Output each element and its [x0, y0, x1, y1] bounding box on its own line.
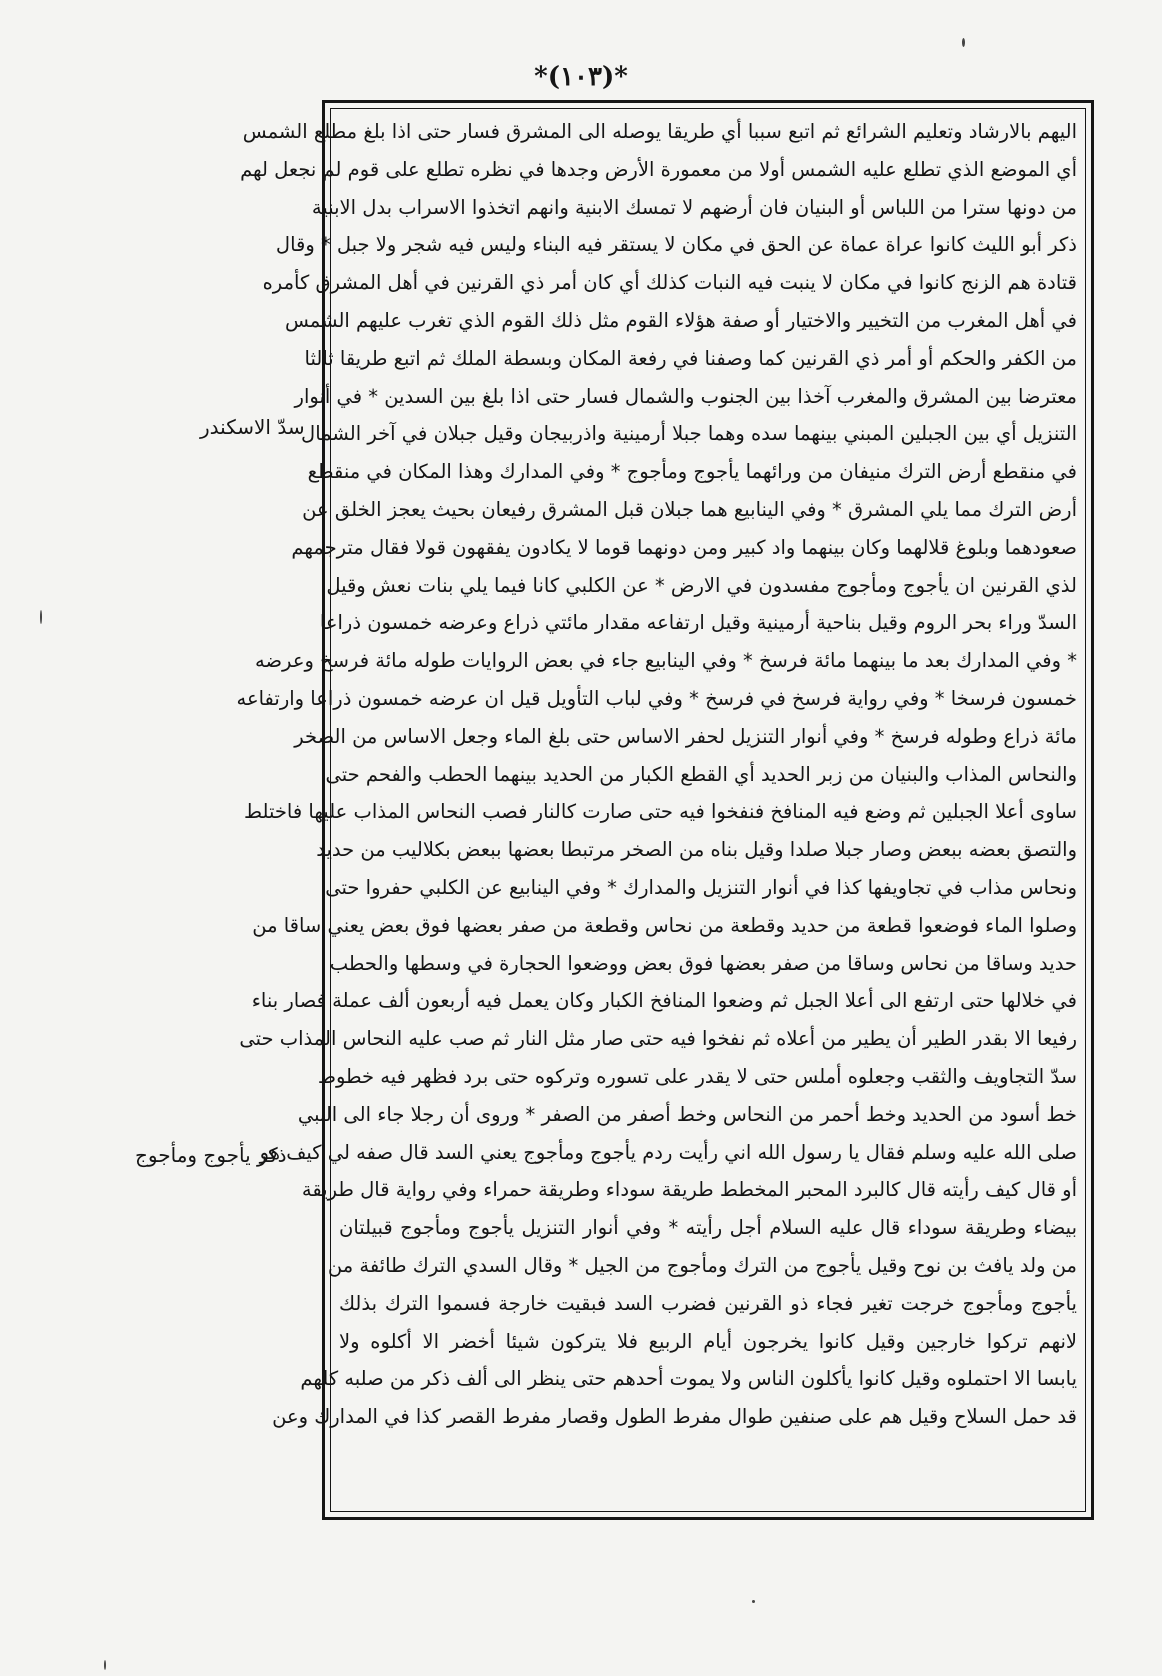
text-line: من ولد يافث بن نوح وقيل يأجوج من الترك ومأجوج من الجيل * وقال السدي الترك طائفة من — [327, 1253, 1077, 1277]
text-line: أرض الترك مما يلي المشرق * وفي الينابيع هما جبلان قبل المشرق رفيعان بحيث يعجز الخلق عن — [302, 497, 1077, 521]
text-line: يابسا الا احتملوه وقيل كانوا يأكلون الناس ولا يموت أحدهم حتى ينظر الى ألف ذكر من صلبه كلهم — [300, 1367, 1077, 1391]
text-line: ذكر أبو الليث كانوا عراة عماة عن الحق في مكان لا يستقر فيه البناء وليس فيه شجر ولا جبل * وقال — [275, 233, 1077, 257]
text-line: بيضاء وطريقة سوداء قال عليه السلام أجل رأيته * وفي أنوار التنزيل يأجوج ومأجوج قبيلتان — [339, 1216, 1077, 1240]
margin-note-alexander-barrier: سدّ الاسكندر — [200, 415, 305, 439]
text-line: من دونها سترا من اللباس أو البنيان فان أرضهم لا تمسك الابنية وانهم اتخذوا الاسراب بدل الابنية — [311, 195, 1077, 219]
text-line: والتصق بعضه ببعض وصار جبلا صلدا وقيل بناه من الصخر مرتبطا بعضها ببعض بكلاليب من حديد — [316, 838, 1077, 862]
text-line: وصلوا الماء فوضعوا قطعة من حديد وقطعة من نحاس وقطعة من صفر بعضها فوق بعض يعني ساقا من — [252, 913, 1077, 937]
text-line: مائة ذراع وطوله فرسخ * وفي أنوار التنزيل لحفر الاساس حتى بلغ الماء وجعل الاساس من الصخر — [294, 724, 1077, 748]
text-line: ساوى أعلا الجبلين ثم وضع فيه المنافخ فنفخوا فيه حتى صارت كالنار فصب النحاس المذاب عليها فاختلط — [244, 800, 1077, 824]
text-line: أو قال كيف رأيته قال كالبرد المحبر المخطط طريقة سوداء وطريقة حمراء وفي رواية قال طريقة — [301, 1178, 1077, 1202]
text-line: السدّ وراء بحر الروم وقيل بناحية أرمينية وقيل ارتفاعه مقدار مائتي ذراع وعرضه خمسون ذراعا — [319, 611, 1077, 635]
scan-speck — [752, 1600, 755, 1603]
margin-note-gog-magog: ذكر يأجوج ومأجوج — [135, 1143, 287, 1167]
scan-speck — [962, 38, 965, 47]
text-line: في خلالها حتى ارتفع الى أعلا الجبل ثم وضعوا المنافخ الكبار وكان يعمل فيه أربعون ألف عملة فصار بناء — [251, 989, 1077, 1013]
text-line: في أهل المغرب من التخيير والاختيار أو صفة هؤلاء القوم مثل ذلك القوم الذي تغرب عليهم الشمس — [284, 308, 1077, 332]
text-line: معترضا بين المشرق والمغرب آخذا بين الجنوب والشمال فسار حتى اذا بلغ بين السدين * في أنوار — [294, 384, 1077, 408]
text-line: سدّ التجاويف والثقب وجعلوه أملس حتى لا يقدر على تسوره وتركوه حتى برد فظهر فيه خطوط — [317, 1064, 1077, 1088]
text-line: في منقطع أرض الترك منيفان من ورائهما يأجوج ومأجوج * وفي المدارك وهذا المكان في منقطع — [307, 460, 1077, 484]
text-line: * وفي المدارك بعد ما بينهما مائة فرسخ * وفي الينابيع جاء في بعض الروايات طوله مائة فرسخ وعرضه — [255, 649, 1077, 673]
text-line: لانهم تركوا خارجين وقيل كانوا يخرجون أيام الربيع فلا يتركون شيئا أخضر الا أكلوه ولا — [339, 1329, 1077, 1353]
text-line: اليهم بالارشاد وتعليم الشرائع ثم اتبع سببا أي طريقا يوصله الى المشرق فسار حتى اذا بلغ مطلع الشمس — [242, 120, 1077, 143]
text-line: صعودهما وبلوغ قلالهما وكان بينهما واد كبير ومن دونهما قوما لا يكادون يفقهون قولا فقال مترجمهم — [291, 535, 1077, 559]
text-line: خمسون فرسخا * وفي رواية فرسخ في فرسخ * وفي لباب التأويل قيل ان عرضه خمسون ذراعا وارتفاعه — [236, 686, 1077, 710]
scan-speck — [40, 610, 42, 624]
page-number: *(١٠٣)* — [534, 62, 628, 92]
scan-speck — [104, 1660, 106, 1670]
text-line: قد حمل السلاح وقيل هم على صنفين طوال مفرط الطول وقصار مفرط القصر كذا في المدارك وعن — [272, 1405, 1077, 1429]
text-line: من الكفر والحكم أو أمر ذي القرنين كما وصفنا في رفعة المكان وبسطة الملك ثم اتبع طريقا ثالثا — [304, 346, 1077, 370]
text-line: حديد وساقا من نحاس وساقا من صفر بعضها فوق بعض ووضعوا الحجارة في وسطها والحطب — [329, 951, 1077, 975]
text-line: يأجوج ومأجوج خرجت تغير فجاء ذو القرنين فضرب السد فبقيت خارجة فسموا الترك بذلك — [339, 1291, 1077, 1315]
text-line: رفيعا الا بقدر الطير أن يطير من أعلاه ثم نفخوا فيه حتى صار مثل النار ثم صب عليه النحاس المذاب حتى — [239, 1027, 1077, 1051]
text-line: ونحاس مذاب في تجاويفها كذا في أنوار التنزيل والمدارك * وفي الينابيع عن الكلبي حفروا حتى — [325, 875, 1077, 899]
text-line: صلى الله عليه وسلم فقال يا رسول الله اني رأيت ردم يأجوج ومأجوج يعني السد قال صفه لي كيف هو — [259, 1140, 1077, 1164]
text-line: لذي القرنين ان يأجوج ومأجوج مفسدون في الارض * عن الكلبي كانا فيما يلي بنات نعش وقيل — [326, 573, 1077, 597]
text-line: التنزيل أي بين الجبلين المبني بينهما سده وهما جبلا أرمينية واذربيجان وقيل جبلان في آخر الشمال — [301, 422, 1077, 446]
text-line: قتادة هم الزنج كانوا في مكان لا ينبت فيه النبات كذلك أي كان أمر ذي القرنين في أهل المشرق كأمره — [262, 271, 1077, 295]
text-line: أي الموضع الذي تطلع عليه الشمس أولا من معمورة الأرض وجدها في نظره تطلع على قوم لم نجعل لهم — [240, 157, 1077, 181]
text-line: والنحاس المذاب والبنيان من زبر الحديد أي القطع الكبار من الحديد بينهما الحطب والفحم حتى — [325, 762, 1077, 786]
text-line: خط أسود من الحديد وخط أحمر من النحاس وخط أصفر من الصفر * وروى أن رجلا جاء الى النبي — [297, 1102, 1077, 1126]
